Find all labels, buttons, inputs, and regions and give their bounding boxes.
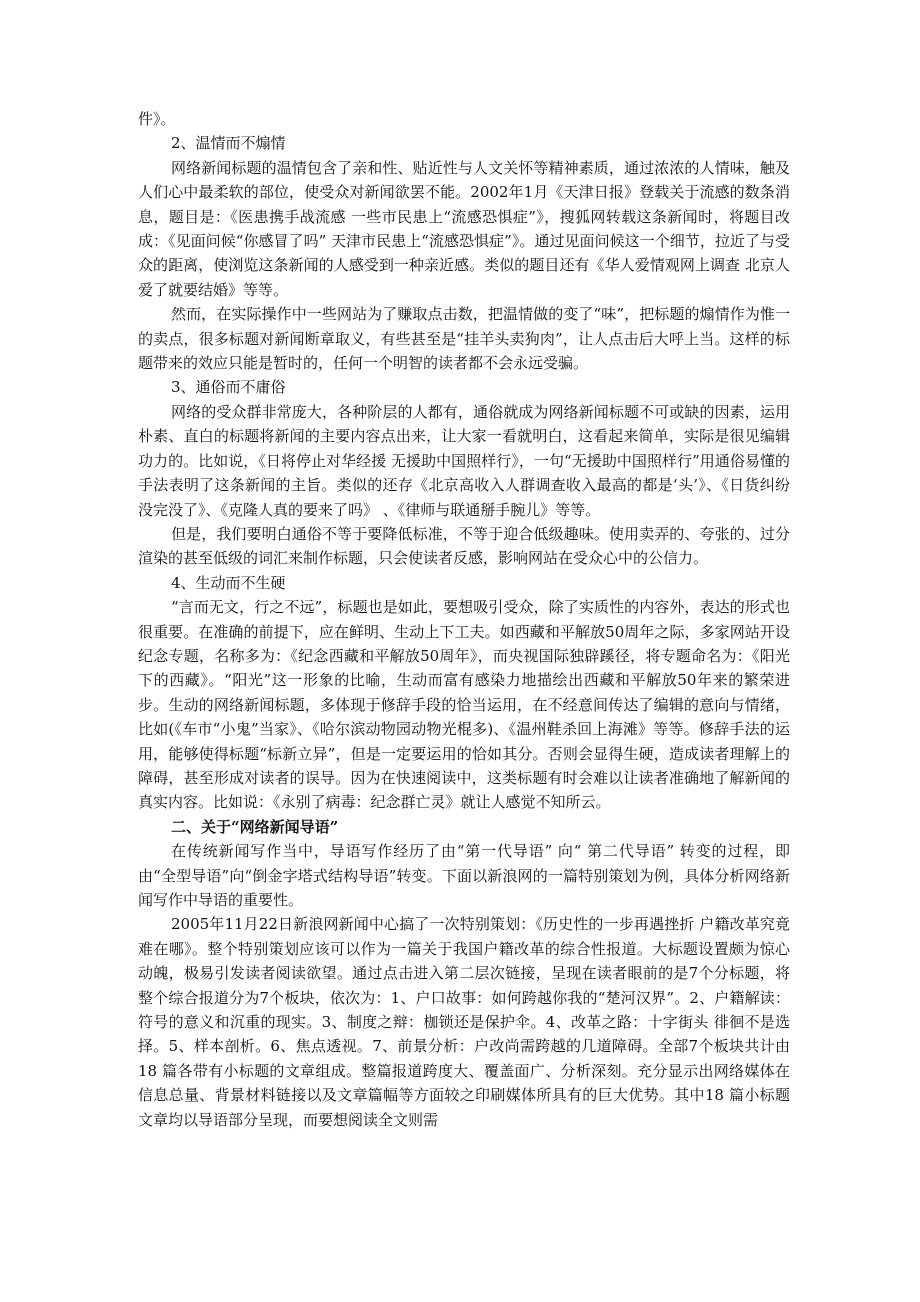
- chapter-heading-lead: 二、关于“网络新闻导语”: [171, 817, 339, 836]
- paragraph: 2005年11月22日新浪网新闻中心搞了一次特别策划：《历史性的一步再遇挫折 户籍改革究竟难在哪》。整个特别策划应该可以作为一篇关于我国户籍改革的综合性报道。大标题设置颇为惊心动魄，极易引发读者阅读欲望。通过点击进入第二层次链接，呈现在读者眼前的是7个分标题，将整个综合报道分为7个板块，依次为：1、户口故事：如何跨越你我的“楚河汉界”。2、户籍解读：符号的意义和沉重的现实。3、制度之辩：枷锁还是保护伞。4、改革之路：十字街头 徘徊不是选择。5、样本剖析。6、焦点透视。7、前景分析：户改尚需跨越的几道障碍。全部7个板块共计由18 篇各带有小标题的文章组成。整篇报道跨度大、覆盖面广、分析深刻。充分显示出网络媒体在信息总量、背景材料链接以及文章篇幅等方面较之印刷媒体所具有的巨大优势。其中18 篇小标题文章均以导语部分呈现，而要想阅读全文则需: [138, 915, 790, 1129]
- paragraph-continuation: 件》。: [138, 110, 176, 128]
- paragraph: 网络的受众群非常庞大，各种阶层的人都有，通俗就成为网络新闻标题不可或缺的因素，运用朴素、直白的标题将新闻的主要内容点出来，让大家一看就明白，这看起来简单，实际是很见编辑功力的。比如说，《日将停止对华经援 无援助中国照样行》，一句“无援助中国照样行”用通俗易懂的手法表明了这条新闻的主旨。类似的还存《北京高收入人群调查收入最高的都是‘头’》、《日货纠纷没完没了》、《克隆人真的要来了吗》 、《律师与联通掰手腕儿》等等。: [138, 402, 790, 519]
- section-heading-warmth: 2、温情而不煽情: [171, 134, 286, 153]
- paragraph: 网络新闻标题的温情包含了亲和性、贴近性与人文关怀等精神素质，通过浓浓的人情味，触及人们心中最柔软的部位，使受众对新闻欲罢不能。2002年1月《天津日报》登载关于流感的数条消息，题目是：《医患携手战流感 一些市民患上“流感恐惧症”》，搜狐网转载这条新闻时，将题目改成：《见面问候“你感冒了吗” 天津市民患上“流感恐惧症”》。通过见面问候这一个细节，拉近了与受众的距离，使浏览这条新闻的人感受到一种亲近感。类似的题目还有《华人爱情观网上调查 北京人爱了就要结婚》等等。: [138, 158, 790, 299]
- section-heading-vivid: 4、生动而不生硬: [171, 573, 286, 592]
- paragraph: 然而，在实际操作中一些网站为了赚取点击数，把温情做的变了“味”，把标题的煽情作为惟一的卖点，很多标题对新闻断章取义，有些甚至是“挂羊头卖狗肉”，让人点击后大呼上当。这样的标题带来的效应只能是暂时的，任何一个明智的读者都不会永远受骗。: [138, 305, 790, 373]
- paragraph: 在传统新闻写作当中，导语写作经历了由“第一代导语” 向“ 第二代导语” 转变的过程，即由“全型导语”向“倒金字塔式结构导语”转变。下面以新浪网的一篇特别策划为例，具体分析网络新闻写作中导语的重要性。: [138, 842, 790, 909]
- paragraph: 但是，我们要明白通俗不等于要降低标准，不等于迎合低级趣味。使用卖弄的、夸张的、过分渲染的甚至低级的词汇来制作标题，只会使读者反感，影响网站在受众心中的公信力。: [138, 524, 790, 568]
- paragraph: “言而无文，行之不远”，标题也是如此，要想吸引受众，除了实质性的内容外，表达的形式也很重要。在准确的前提下，应在鲜明、生动上下工夫。如西藏和平解放50周年之际，多家网站开设纪念专题，名称多为：《纪念西藏和平解放50周年》，而央视国际独辟蹊径，将专题命名为：《阳光下的西藏》。“阳光”这一形象的比喻，生动而富有感染力地描绘出西藏和平解放50年来的繁荣进步。生动的网络新闻标题，多体现于修辞手段的恰当运用，在不经意间传达了编辑的意向与情绪，比如(《车市“小鬼”当家》、《哈尔滨动物园动物光棍多)、《温州鞋杀回上海滩》等等。修辞手法的运用，能够使得标题“标新立异”，但是一定要运用的恰如其分。否则会显得生硬，造成读者理解上的障碍，甚至形成对读者的误导。因为在快速阅读中，这类标题有时会难以让读者准确地了解新闻的真实内容。比如说：《永别了病毒：纪念群亡灵》就让人感觉不知所云。: [138, 598, 790, 812]
- document-body: [138, 107, 790, 1132]
- section-heading-popular: 3、通俗而不庸俗: [171, 378, 286, 397]
